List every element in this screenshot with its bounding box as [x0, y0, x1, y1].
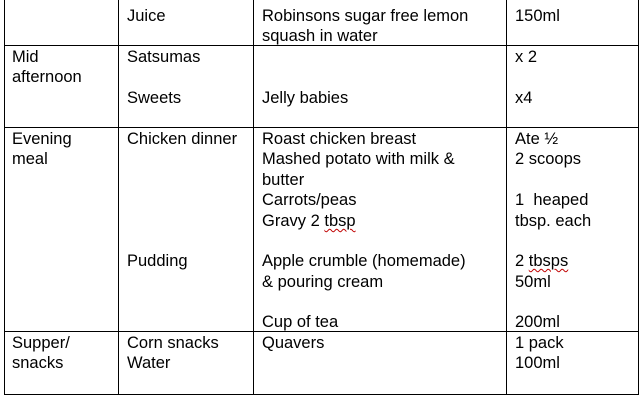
chicken-desc-line-3: butter — [262, 171, 305, 189]
chicken-amount-line-1: Ate ½ — [515, 130, 559, 148]
satsumas-food: Satsumas — [127, 48, 201, 66]
pudding-desc-line-2: & pouring cream — [262, 273, 384, 291]
chicken-amount-line-4: tbsp. each — [515, 212, 592, 230]
pudding-desc-line-3: Cup of tea — [262, 313, 339, 331]
juice-desc-line-1: Robinsons sugar free lemon — [262, 7, 469, 25]
supper-amount-line-1: 1 pack — [515, 334, 564, 352]
chicken-desc-line-2: Mashed potato with milk & — [262, 150, 455, 168]
pudding-amount-line-1 — [515, 251, 568, 272]
evening-meal-label-line-2: meal — [12, 150, 48, 168]
pudding-amount-unit: tbsps — [528, 252, 569, 270]
evening-meal-label-line-1: Evening — [12, 130, 72, 148]
column-divider-3 — [506, 0, 507, 395]
chicken-amount-line-2: 2 scoops — [515, 150, 582, 168]
pudding-amount-line-3: 200ml — [515, 313, 560, 331]
column-divider-1 — [118, 0, 119, 395]
chicken-desc-line-4: Carrots/peas — [262, 191, 357, 209]
chicken-amount-line-3: 1 heaped — [515, 191, 589, 209]
table-border-bottom — [4, 394, 639, 395]
pudding-amount-line-2: 50ml — [515, 273, 551, 291]
sweets-food: Sweets — [127, 89, 182, 107]
pudding-desc-line-1: Apple crumble (homemade) — [262, 252, 466, 270]
sweets-desc: Jelly babies — [262, 89, 349, 107]
supper-desc: Quavers — [262, 334, 325, 352]
supper-label-line-1: Supper/ — [12, 334, 70, 352]
chicken-desc-line-1: Roast chicken breast — [262, 130, 417, 148]
supper-food-line-2: Water — [127, 354, 171, 372]
juice-food: Juice — [127, 7, 166, 25]
juice-amount: 150ml — [515, 7, 560, 25]
table-border-left — [4, 0, 5, 395]
table-border-right — [638, 0, 639, 395]
pudding-food: Pudding — [127, 252, 188, 270]
row-divider-2 — [4, 127, 639, 128]
mid-afternoon-label-line-2: afternoon — [12, 68, 82, 86]
supper-food-line-1: Corn snacks — [127, 334, 219, 352]
chicken-desc-line-5 — [262, 211, 356, 232]
sweets-amount: x4 — [515, 89, 533, 107]
pudding-amount-number: 2 — [515, 252, 529, 270]
supper-amount-line-2: 100ml — [515, 354, 560, 372]
chicken-dinner-food: Chicken dinner — [127, 130, 238, 148]
mid-afternoon-label-line-1: Mid — [12, 48, 39, 66]
column-divider-2 — [253, 0, 254, 395]
supper-label-line-2: snacks — [12, 354, 64, 372]
juice-desc-line-2: squash in water — [262, 27, 378, 45]
gravy-text: Gravy 2 — [262, 212, 325, 230]
satsumas-amount: x 2 — [515, 48, 538, 66]
gravy-unit-text: tbsp — [324, 212, 356, 230]
